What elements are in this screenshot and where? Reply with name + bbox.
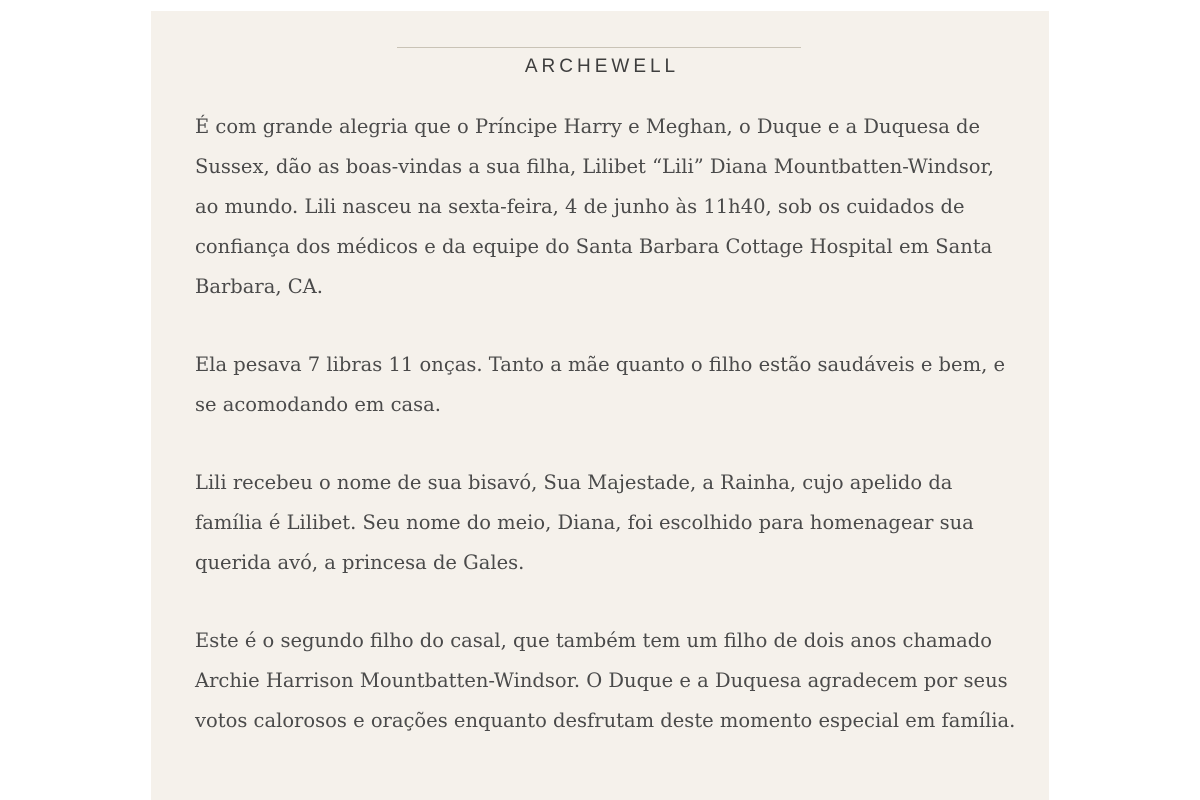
- paragraph-family: Este é o segundo filho do casal, que também tem um filho de dois anos chamado Archie Harrison Mountbatten-Windsor. O Duque e a Duquesa agradecem por seus votos calorosos e orações enquanto desfrutam deste momento especial em família.: [195, 629, 1016, 732]
- paragraph-name-origin: Lili recebeu o nome de sua bisavó, Sua Majestade, a Rainha, cujo apelido da família é Lilibet. Seu nome do meio, Diana, foi escolhido para homenagear sua querida avó, a princesa de Gales.: [195, 471, 974, 574]
- announcement-card: [151, 11, 1049, 800]
- paragraph-birth: É com grande alegria que o Príncipe Harry e Meghan, o Duque e a Duquesa de Sussex, dão as boas-vindas a sua filha, Lilibet “Lili” Diana Mountbatten-Windsor, ao mundo. Lili nasceu na sexta-feira, 4 de junho às 11h40, sob os cuidados de confiança dos médicos e da equipe do Santa Barbara Cottage Hospital em Santa Barbara, CA.: [195, 115, 994, 298]
- article-body: [195, 107, 1020, 741]
- brand-logo-text: ARCHEWELL: [524, 56, 680, 77]
- paragraph-weight: Ela pesava 7 libras 11 onças. Tanto a mãe quanto o filho estão saudáveis e bem, e se acomodando em casa.: [195, 353, 1006, 416]
- masthead: [151, 11, 1049, 91]
- masthead-rule: [397, 47, 801, 48]
